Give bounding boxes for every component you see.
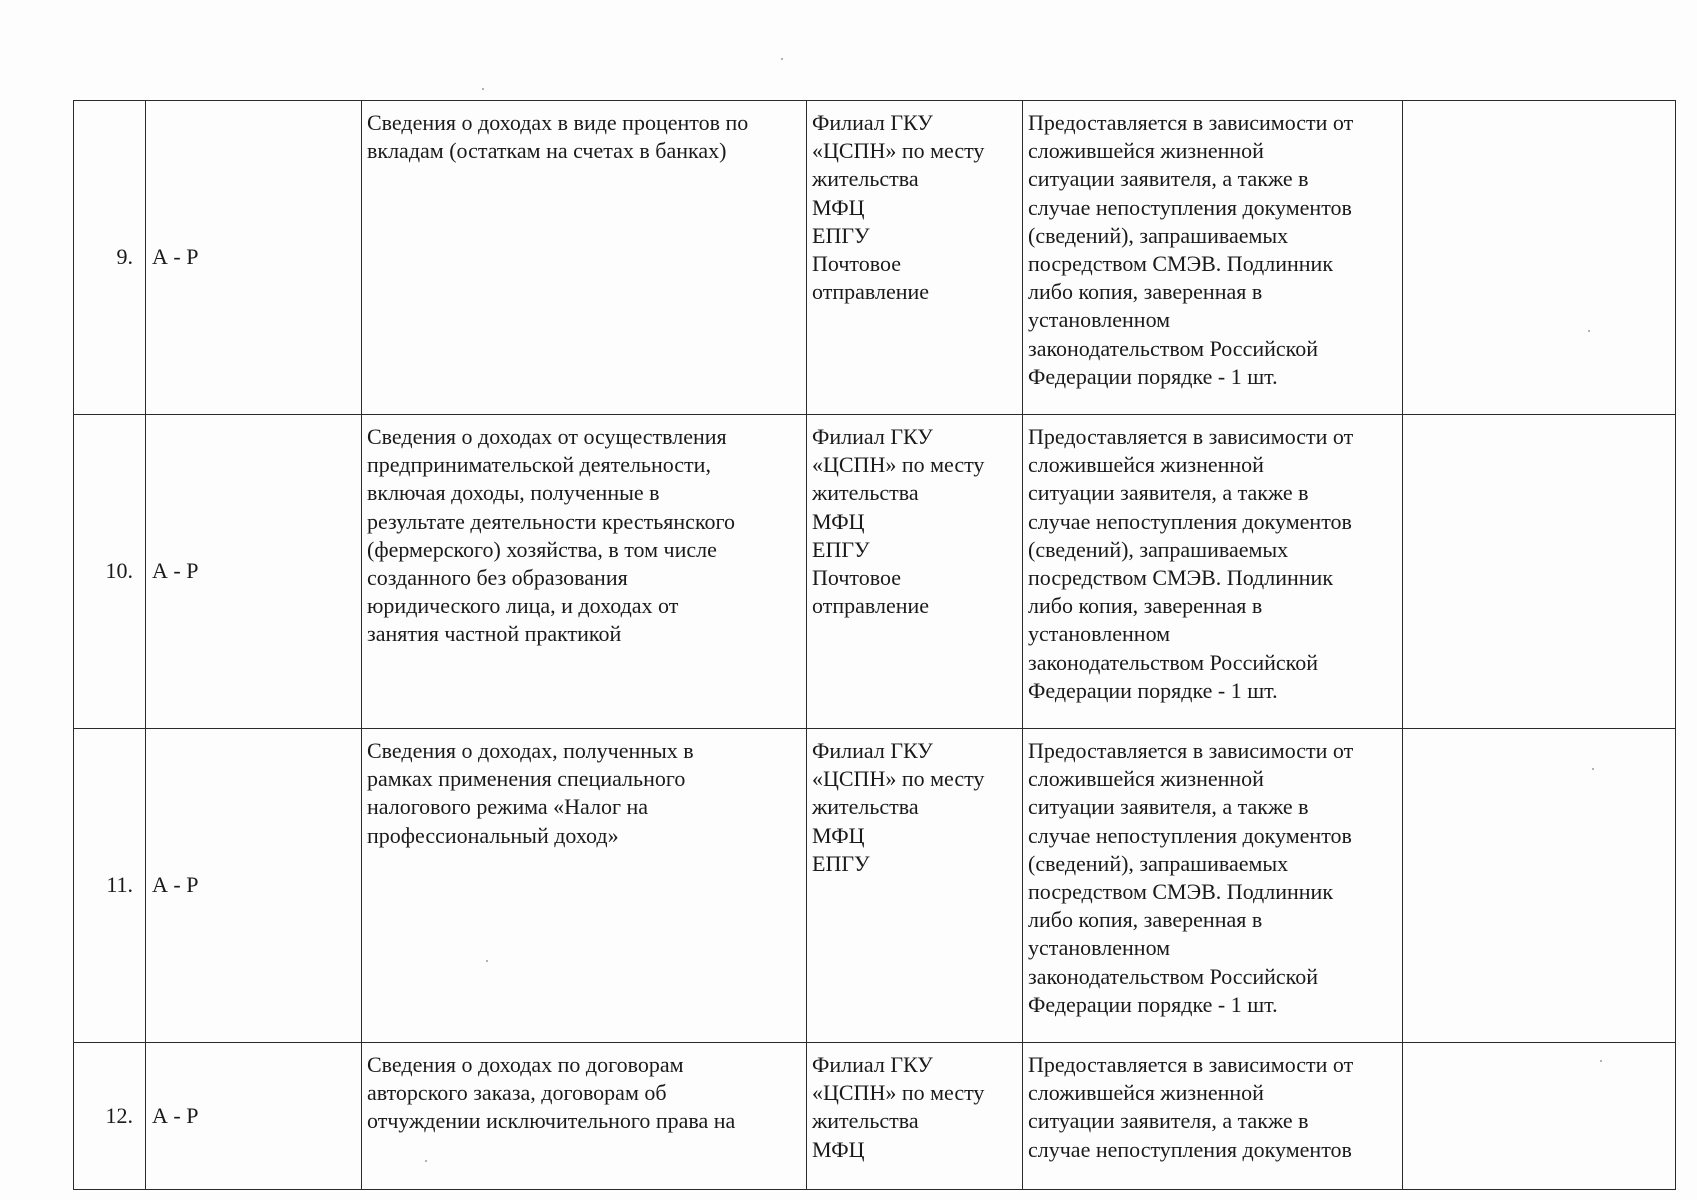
submission-method-cell: [807, 101, 1023, 415]
submission-line: МФЦ: [812, 194, 865, 220]
condition-line: законодательством Российской: [1028, 963, 1318, 989]
submission-line: «ЦСПН» по месту: [812, 138, 985, 164]
condition-line: сложившейся жизненной: [1028, 1080, 1264, 1106]
condition-line: установленном: [1028, 307, 1171, 333]
description-line: отчуждении исключительного права на: [367, 1108, 736, 1134]
document-description-cell: [362, 101, 807, 415]
condition-line: случае непоступления документов: [1028, 194, 1352, 220]
submission-line: жительства: [812, 166, 919, 192]
submission-line: МФЦ: [812, 1136, 865, 1162]
submission-line: «ЦСПН» по месту: [812, 766, 985, 792]
table-body: [74, 101, 1676, 1190]
condition-line: посредством СМЭВ. Подлинник: [1028, 879, 1334, 905]
condition-line: либо копия, заверенная в: [1028, 279, 1263, 305]
row-number: 9.: [116, 244, 133, 270]
document-description-cell: [362, 729, 807, 1043]
empty-column-cell: [1403, 729, 1676, 1043]
condition-line: сложившейся жизненной: [1028, 138, 1264, 164]
description-line: Сведения о доходах, полученных в: [367, 738, 694, 763]
empty-column-cell: [1403, 101, 1676, 415]
description-line: Сведения о доходах от осуществления: [367, 424, 727, 449]
category-code: А - Р: [152, 872, 199, 898]
submission-line: Филиал ГКУ: [812, 738, 933, 763]
condition-cell: [1023, 415, 1403, 729]
row-number: 12.: [105, 1102, 133, 1128]
submission-line: ЕПГУ: [812, 536, 870, 562]
scan-speck: [482, 88, 484, 90]
condition-line: ситуации заявителя, а также в: [1028, 794, 1309, 820]
description-line: занятия частной практикой: [367, 621, 622, 647]
submission-method-cell: [807, 729, 1023, 1043]
submission-line: отправление: [812, 593, 930, 619]
scan-speck: [1592, 768, 1594, 770]
category-code-cell: [146, 101, 362, 415]
condition-line: (сведений), запрашиваемых: [1028, 850, 1289, 876]
table-row: [74, 101, 1676, 415]
requirements-table: [73, 100, 1676, 1190]
condition-line: (сведений), запрашиваемых: [1028, 222, 1289, 248]
submission-line: «ЦСПН» по месту: [812, 452, 985, 478]
condition-line: (сведений), запрашиваемых: [1028, 536, 1289, 562]
condition-line: сложившейся жизненной: [1028, 766, 1264, 792]
condition-line: Федерации порядке - 1 шт.: [1028, 677, 1278, 703]
condition-line: случае непоступления документов: [1028, 822, 1352, 848]
condition-line: либо копия, заверенная в: [1028, 593, 1263, 619]
row-number-cell: [74, 1043, 146, 1190]
condition-line: посредством СМЭВ. Подлинник: [1028, 251, 1334, 277]
submission-line: Филиал ГКУ: [812, 110, 933, 135]
description-line: рамках применения специального: [367, 766, 686, 792]
condition-line: Предоставляется в зависимости от: [1028, 738, 1354, 763]
condition-cell: [1023, 729, 1403, 1043]
condition-line: Федерации порядке - 1 шт.: [1028, 991, 1278, 1017]
scan-speck: [1600, 1060, 1602, 1062]
condition-line: ситуации заявителя, а также в: [1028, 166, 1309, 192]
table-row: [74, 1043, 1676, 1190]
submission-line: жительства: [812, 480, 919, 506]
condition-line: законодательством Российской: [1028, 649, 1318, 675]
submission-line: МФЦ: [812, 822, 865, 848]
submission-line: Почтовое: [812, 565, 901, 591]
document-description-cell: [362, 1043, 807, 1190]
condition-line: случае непоступления документов: [1028, 1136, 1352, 1162]
description-line: Сведения о доходах в виде процентов по: [367, 110, 749, 135]
table-row: [74, 415, 1676, 729]
description-line: Сведения о доходах по договорам: [367, 1052, 684, 1077]
description-line: созданного без образования: [367, 565, 628, 591]
condition-line: сложившейся жизненной: [1028, 452, 1264, 478]
submission-line: «ЦСПН» по месту: [812, 1080, 985, 1106]
condition-line: случае непоступления документов: [1028, 508, 1352, 534]
scan-speck: [486, 960, 488, 962]
condition-line: установленном: [1028, 621, 1171, 647]
category-code-cell: [146, 729, 362, 1043]
category-code: А - Р: [152, 244, 199, 270]
condition-line: Федерации порядке - 1 шт.: [1028, 363, 1278, 389]
submission-method-cell: [807, 415, 1023, 729]
condition-line: Предоставляется в зависимости от: [1028, 424, 1354, 449]
condition-line: либо копия, заверенная в: [1028, 907, 1263, 933]
submission-line: Филиал ГКУ: [812, 424, 933, 449]
scan-speck: [425, 1160, 427, 1162]
description-line: профессиональный доход»: [367, 822, 619, 848]
description-line: налогового режима «Налог на: [367, 794, 649, 820]
condition-line: ситуации заявителя, а также в: [1028, 480, 1309, 506]
condition-line: установленном: [1028, 935, 1171, 961]
submission-line: Филиал ГКУ: [812, 1052, 933, 1077]
submission-line: ЕПГУ: [812, 222, 870, 248]
row-number-cell: [74, 101, 146, 415]
category-code: А - Р: [152, 1102, 199, 1128]
submission-line: МФЦ: [812, 508, 865, 534]
scan-speck: [1588, 330, 1590, 332]
row-number-cell: [74, 415, 146, 729]
condition-line: законодательством Российской: [1028, 335, 1318, 361]
row-number: 11.: [106, 872, 133, 898]
submission-line: ЕПГУ: [812, 850, 870, 876]
description-line: вкладам (остаткам на счетах в банках): [367, 138, 727, 164]
condition-line: Предоставляется в зависимости от: [1028, 110, 1354, 135]
condition-cell: [1023, 1043, 1403, 1190]
row-number-cell: [74, 729, 146, 1043]
description-line: (фермерского) хозяйства, в том числе: [367, 536, 717, 562]
submission-line: жительства: [812, 794, 919, 820]
condition-cell: [1023, 101, 1403, 415]
scan-speck: [781, 58, 783, 60]
description-line: результате деятельности крестьянского: [367, 508, 735, 534]
submission-method-cell: [807, 1043, 1023, 1190]
condition-line: ситуации заявителя, а также в: [1028, 1108, 1309, 1134]
submission-line: жительства: [812, 1108, 919, 1134]
category-code-cell: [146, 415, 362, 729]
condition-line: посредством СМЭВ. Подлинник: [1028, 565, 1334, 591]
document-description-cell: [362, 415, 807, 729]
submission-line: Почтовое: [812, 251, 901, 277]
row-number: 10.: [105, 558, 133, 584]
condition-line: Предоставляется в зависимости от: [1028, 1052, 1354, 1077]
description-line: предпринимательской деятельности,: [367, 452, 711, 478]
description-line: включая доходы, полученные в: [367, 480, 660, 506]
description-line: авторского заказа, договорам об: [367, 1080, 667, 1106]
empty-column-cell: [1403, 1043, 1676, 1190]
submission-line: отправление: [812, 279, 930, 305]
category-code: А - Р: [152, 558, 199, 584]
empty-column-cell: [1403, 415, 1676, 729]
description-line: юридического лица, и доходах от: [367, 593, 679, 619]
table-row: [74, 729, 1676, 1043]
category-code-cell: [146, 1043, 362, 1190]
